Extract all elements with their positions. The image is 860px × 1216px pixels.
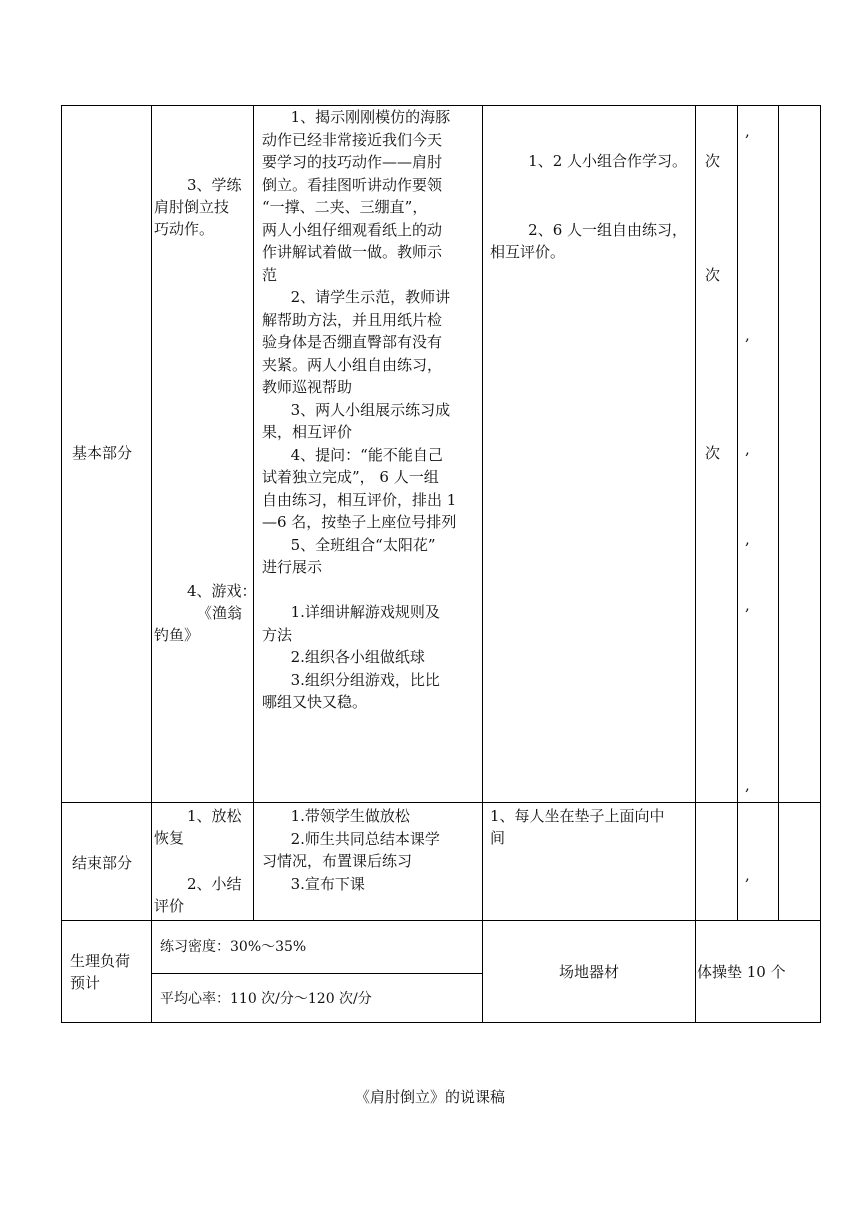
teacher-line: 哪组又快又稳。 (262, 693, 368, 711)
teacher-line: 5、全班组合“太阳花” (262, 535, 436, 554)
teacher-line: 进行展示 (262, 558, 323, 576)
load-inner-divider (151, 973, 482, 974)
end-student-line: 间 (490, 829, 506, 847)
basic-item4-line: 4、游戏： (187, 582, 257, 600)
teacher-line: 自由练习，相互评价，排出 1 (262, 490, 457, 509)
intensity-mark: , (745, 326, 750, 344)
teacher-line: 倒立。看挂图听讲动作要领 (262, 175, 443, 194)
teacher-line (262, 579, 456, 602)
intensity-mark: , (745, 530, 750, 548)
table-border-bottom (61, 1022, 821, 1023)
basic-student-line: 2、6 人一组自由练习， (490, 221, 688, 239)
teacher-line: 3.宣布下课 (262, 874, 365, 893)
intensity-mark: , (745, 776, 750, 794)
teacher-line: 作讲解试着做一做。教师示 (262, 243, 443, 261)
col-divider-3 (482, 105, 483, 1023)
basic-item3-line: 巧动作。 (154, 220, 215, 238)
col-divider-4 (695, 105, 696, 1023)
teacher-line: 夹紧。两人小组自由练习， (262, 355, 443, 374)
teacher-line: —6 名，按垫子上座位号排列 (262, 513, 457, 531)
teacher-line: 验身体是否绷直臀部有没有 (262, 333, 443, 351)
basic-teacher-activities (262, 106, 456, 714)
practice-density: 练习密度：30%～35% (160, 939, 307, 955)
col-divider-5 (737, 105, 738, 921)
teacher-line: 方法 (262, 625, 293, 644)
end-section-label: 结束部分 (72, 854, 133, 872)
teacher-line: 3、两人小组展示练习成 (262, 400, 451, 419)
teacher-line: 试着独立完成”， 6 人一组 (262, 468, 439, 486)
teacher-line: 1、揭示刚刚模仿的海豚 (262, 108, 451, 126)
end-item2-line: 2、小结 (187, 875, 242, 893)
teacher-line: 1.详细讲解游戏规则及 (262, 603, 440, 621)
intensity-mark: , (745, 122, 750, 140)
intensity-mark: , (745, 440, 750, 458)
col-divider-2 (253, 105, 254, 921)
average-heart-rate: 平均心率：110 次/分～120 次/分 (160, 991, 372, 1007)
teacher-line: 4、提问：“能不能自己 (262, 445, 443, 464)
teacher-line: 习情况，布置课后练习 (262, 852, 413, 870)
teacher-line: 解帮助方法，并且用纸片检 (262, 310, 443, 329)
document-title: 《肩肘倒立》的说课稿 (354, 1088, 505, 1106)
basic-item4-line: 《渔翁 (197, 604, 243, 622)
basic-item3-line: 肩肘倒立技 (154, 198, 230, 216)
basic-section-label: 基本部分 (72, 444, 133, 462)
basic-student-line: 1、2 人小组合作学习。 (490, 152, 688, 170)
load-label-line: 生理负荷 (70, 952, 131, 970)
teacher-line: “一撑、二夹、三绷直”， (262, 198, 428, 216)
basic-item3-line: 3、学练 (187, 176, 242, 194)
times-unit: 次 (705, 152, 721, 170)
col-divider-6 (778, 105, 779, 921)
basic-student-line: 相互评价。 (490, 243, 566, 261)
teacher-line: 果，相互评价 (262, 423, 353, 441)
times-unit: 次 (705, 266, 721, 284)
intensity-mark: , (745, 866, 750, 884)
teacher-line: 2.师生共同总结本课学 (262, 829, 440, 848)
end-item1-line: 1、放松 (187, 807, 242, 825)
col-divider-1 (151, 105, 152, 1023)
teacher-line: 2、请学生示范，教师讲 (262, 288, 451, 306)
end-teacher-activities (262, 805, 440, 895)
end-item2-line: 评价 (154, 897, 185, 915)
table-border-left (61, 105, 62, 1023)
load-label-line: 预计 (70, 974, 101, 992)
teacher-line: 动作已经非常接近我们今天 (262, 130, 443, 149)
teacher-line: 1.带领学生做放松 (262, 807, 410, 825)
teacher-line: 教师巡视帮助 (262, 378, 353, 396)
teacher-line: 两人小组仔细观看纸上的动 (262, 220, 443, 239)
teacher-line: 2.组织各小组做纸球 (262, 648, 425, 666)
end-item1-line: 恢复 (154, 829, 185, 847)
teacher-line: 要学习的技巧动作——肩肘 (262, 153, 443, 171)
venue-equipment-label: 场地器材 (558, 963, 619, 981)
teacher-line: 范 (262, 265, 278, 284)
row-divider-load (61, 920, 821, 921)
row-divider-end (61, 802, 821, 803)
venue-equipment-value: 体操垫 10 个 (697, 963, 786, 981)
basic-item4-line: 钓鱼》 (154, 626, 200, 644)
end-student-line: 1、每人坐在垫子上面向中 (490, 807, 665, 825)
times-unit: 次 (705, 444, 721, 462)
intensity-mark: , (745, 596, 750, 614)
table-border-right (820, 105, 821, 1023)
teacher-line: 3.组织分组游戏，比比 (262, 670, 440, 689)
